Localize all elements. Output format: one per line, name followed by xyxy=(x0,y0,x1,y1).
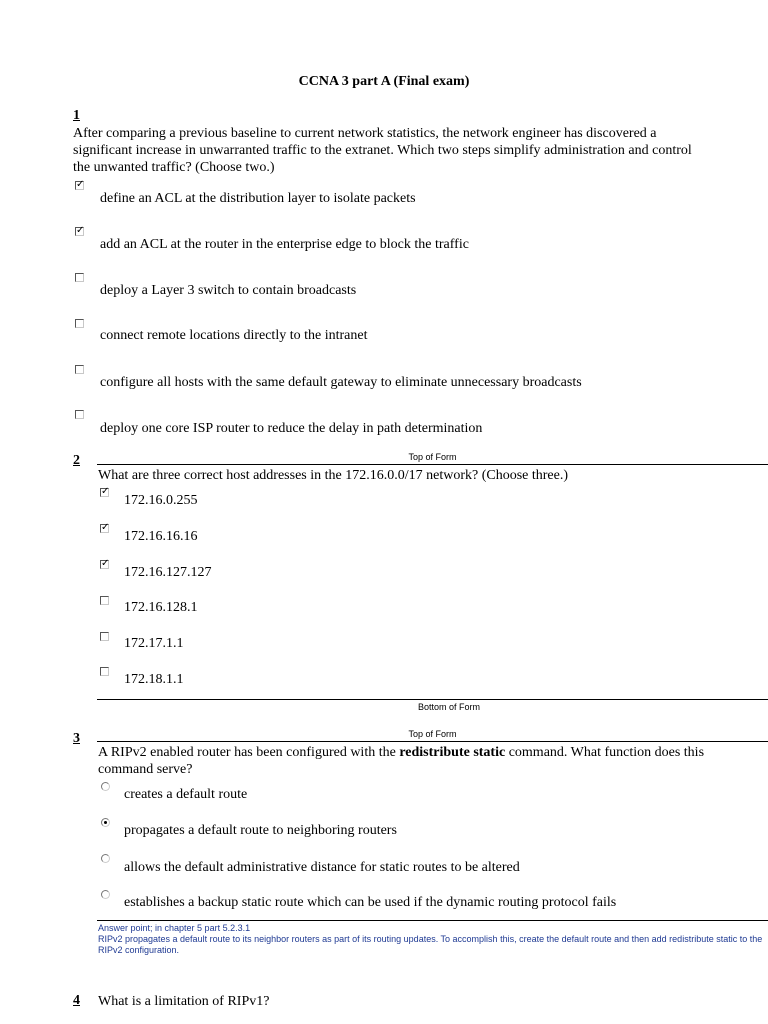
question-2-number: 2 xyxy=(73,453,80,468)
check-icon: ✓ xyxy=(101,486,110,497)
q2-option-1-checkbox[interactable] xyxy=(100,488,109,497)
q1-option-5-checkbox[interactable] xyxy=(75,365,84,374)
answer-reference: Answer point; in chapter 5 part 5.2.3.1 xyxy=(98,923,251,933)
q1-option-2-label: add an ACL at the router in the enterprise edge to block the traffic xyxy=(100,237,469,252)
q1-option-3-label: deploy a Layer 3 switch to contain broadcasts xyxy=(100,283,357,298)
answer-note xyxy=(98,923,763,956)
q3-option-4-label: establishes a backup static route which can be used if the dynamic routing protocol fails xyxy=(124,895,617,910)
page-title: CCNA 3 part A (Final exam) xyxy=(298,74,470,89)
q3-option-1-radio[interactable] xyxy=(101,782,110,791)
q1-option-1-label: define an ACL at the distribution layer to isolate packets xyxy=(100,191,416,206)
q1-option-5-label: configure all hosts with the same default gateway to eliminate unnecessary broadcasts xyxy=(100,375,582,390)
check-icon: ✓ xyxy=(76,225,85,236)
question-3-text xyxy=(98,744,758,778)
q3-option-3-radio[interactable] xyxy=(101,854,110,863)
q1-option-6-checkbox[interactable] xyxy=(75,410,84,419)
q2-option-5-checkbox[interactable] xyxy=(100,632,109,641)
form-top-rule xyxy=(97,464,768,465)
answer-rule xyxy=(97,920,768,921)
top-of-form-label-2: Top of Form xyxy=(408,729,457,739)
q1-option-4-checkbox[interactable] xyxy=(75,319,84,328)
question-1-text: After comparing a previous baseline to current network statistics, the network engineer has discovered a significant increase in unwarranted traffic to the extranet. Which two steps simplify administration and control the unwanted traffic? (Choose two.) xyxy=(73,126,692,175)
q3-text-bold: redistribute static xyxy=(399,745,506,760)
question-4-number: 4 xyxy=(73,993,80,1008)
form-bottom-rule xyxy=(97,699,768,700)
q1-option-6-label: deploy one core ISP router to reduce the delay in path determination xyxy=(100,421,483,436)
q3-text-before: A RIPv2 enabled router has been configured with the xyxy=(98,745,400,760)
question-1-number: 1 xyxy=(73,108,80,123)
q1-option-1-checkbox[interactable] xyxy=(75,181,84,190)
question-3-number: 3 xyxy=(73,731,80,746)
q2-option-5-label: 172.17.1.1 xyxy=(124,636,184,651)
q2-option-3-checkbox[interactable] xyxy=(100,560,109,569)
q1-option-2-checkbox[interactable] xyxy=(75,227,84,236)
q2-option-2-checkbox[interactable] xyxy=(100,524,109,533)
q2-option-4-checkbox[interactable] xyxy=(100,596,109,605)
bottom-of-form-label: Bottom of Form xyxy=(417,702,480,712)
q2-option-6-label: 172.18.1.1 xyxy=(124,672,184,687)
q3-option-4-radio[interactable] xyxy=(101,890,110,899)
q3-option-1-label: creates a default route xyxy=(124,787,248,802)
q2-option-3-label: 172.16.127.127 xyxy=(124,565,212,580)
check-icon: ✓ xyxy=(101,558,110,569)
radio-selected-dot xyxy=(104,821,107,824)
q2-option-1-label: 172.16.0.255 xyxy=(124,493,198,508)
q3-text-after: command. What function does this command serve? xyxy=(98,745,705,777)
q1-option-3-checkbox[interactable] xyxy=(75,273,84,282)
q3-option-2-label: propagates a default route to neighboring routers xyxy=(124,823,397,838)
q2-option-2-label: 172.16.16.16 xyxy=(124,529,198,544)
form-top-rule-2 xyxy=(97,741,768,742)
q3-option-2-radio[interactable] xyxy=(101,818,110,827)
check-icon: ✓ xyxy=(101,522,110,533)
top-of-form-label: Top of Form xyxy=(408,452,457,462)
q2-option-6-checkbox[interactable] xyxy=(100,667,109,676)
q1-option-4-label: connect remote locations directly to the intranet xyxy=(100,328,368,343)
answer-explanation: RIPv2 propagates a default route to its neighbor routers as part of its routing updates. To accomplish this, create the default route and then add redistribute static to the RIPv2 configuration. xyxy=(98,934,763,955)
q3-option-3-label: allows the default administrative distance for static routes to be altered xyxy=(124,860,520,875)
q2-option-4-label: 172.16.128.1 xyxy=(124,600,198,615)
question-4-text: What is a limitation of RIPv1? xyxy=(98,994,270,1009)
check-icon: ✓ xyxy=(76,179,85,190)
question-2-text: What are three correct host addresses in the 172.16.0.0/17 network? (Choose three.) xyxy=(98,468,569,483)
